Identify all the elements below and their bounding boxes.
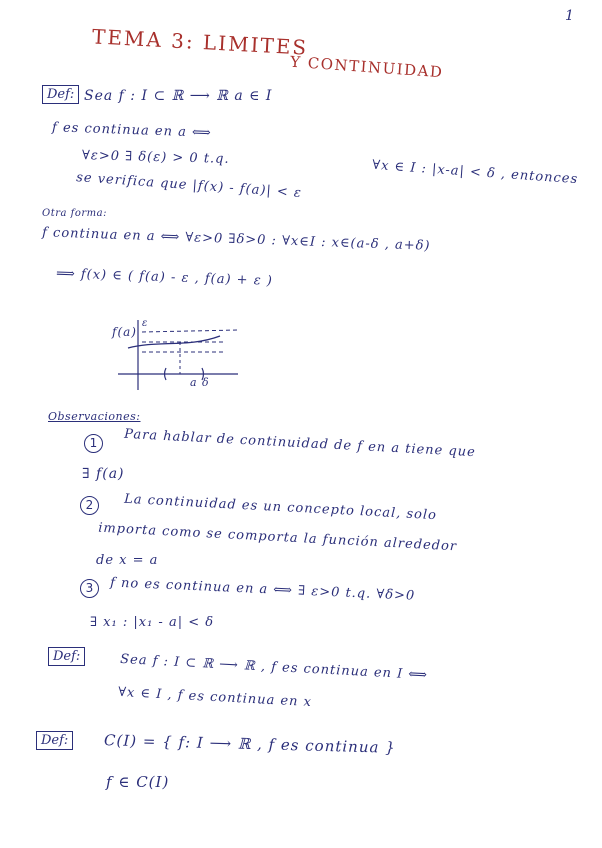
- page-title-continued: Y CONTINUIDAD: [289, 52, 445, 82]
- graph-label-a-delta: a δ: [190, 376, 210, 389]
- obs-3-line-1: f no es continua en a ⟺ ∃ ε>0 t.q. ∀δ>0: [109, 575, 416, 604]
- def1-line-4: ∀x ∈ I : |x-a| < δ , entonces: [371, 157, 579, 188]
- graph-label-epsilon: ε: [142, 318, 149, 329]
- def3-line-2: f ∈ C(I): [106, 773, 170, 791]
- graph-label-fa: f(a): [112, 325, 137, 339]
- obs-2-line-1: La continuidad es un concepto local, solo: [123, 491, 438, 524]
- obs-1-line-1: Para hablar de continuidad de f en a tiene que: [123, 426, 477, 461]
- def1-line-1: Sea f : I ⊂ ℝ ⟶ ℝ a ∈ I: [84, 88, 273, 104]
- page-title: TEMA 3: LIMITES: [91, 24, 309, 60]
- def-box-1: Def:: [42, 85, 79, 104]
- otra-forma-line-2: ⟹ f(x) ∈ ( f(a) - ε , f(a) + ε ): [55, 266, 274, 289]
- def-box-2: Def:: [48, 647, 85, 666]
- def2-line-1: Sea f : I ⊂ ℝ ⟶ ℝ , f es continua en I ⟺: [119, 651, 429, 684]
- obs-2-line-2: importa como se comporta la función alrededor: [97, 520, 458, 555]
- obs-3-line-2: ∃ x₁ : |x₁ - a| < δ: [90, 615, 215, 630]
- observaciones-heading: Observaciones:: [48, 410, 141, 423]
- def1-line-5: se verifica que |f(x) - f(a)| < ε: [75, 170, 303, 201]
- obs-number-2: 2: [80, 496, 99, 515]
- obs-number-3: 3: [80, 579, 99, 598]
- obs-number-1: 1: [84, 434, 103, 453]
- page-number: 1: [565, 8, 575, 24]
- def-box-3: Def:: [36, 731, 73, 750]
- def1-line-3: ∀ε>0 ∃ δ(ε) > 0 t.q.: [81, 148, 230, 167]
- def1-line-2: f es continua en a ⟺: [51, 120, 212, 141]
- obs-2-line-3: de x = a: [96, 553, 159, 568]
- def3-line-1: C(I) = { f: I ⟶ ℝ , f es continua }: [103, 731, 396, 757]
- def2-line-2: ∀x ∈ I , f es continua en x: [117, 684, 313, 711]
- otra-forma-line-1: f continua en a ⟺ ∀ε>0 ∃δ>0 : ∀x∈I : x∈(a-δ , a+δ): [41, 225, 431, 254]
- otra-forma-label: Otra forma:: [42, 208, 107, 219]
- obs-1-line-2: ∃ f(a): [82, 466, 125, 482]
